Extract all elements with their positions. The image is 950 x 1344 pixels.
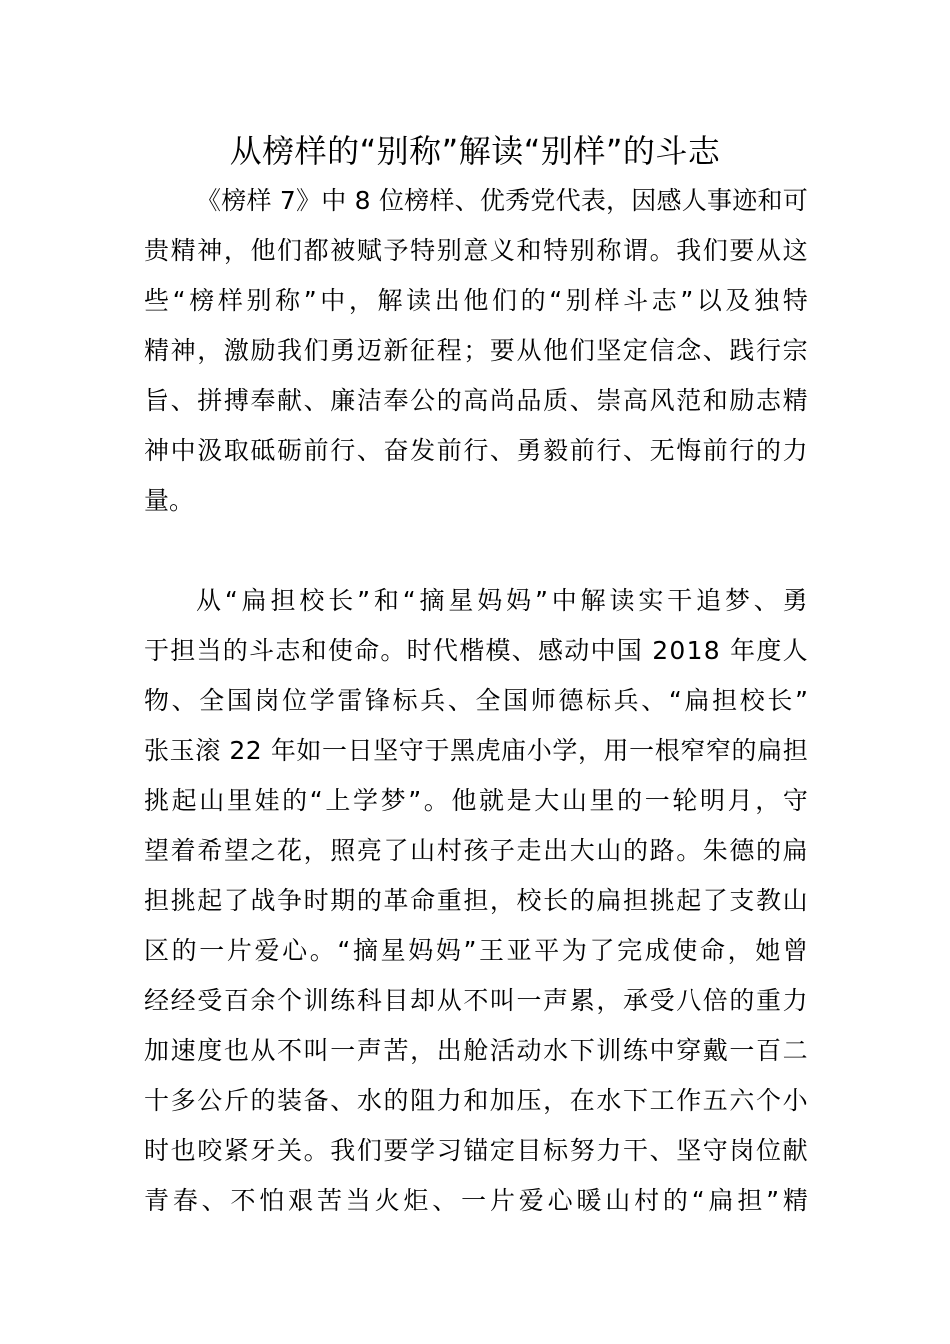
paragraph-line: 十 多 公 斤 的 装 备 、 水 的 阻 力 和 加 压 ， 在 水 下 工 作 五 六 个 小 [144,1086,808,1115]
paragraph-line: 区 的 一 片 爱 心 。 “ 摘 星 妈 妈 ” 王 亚 平 为 了 完 成 使 命 ， 她 曾 [144,936,808,965]
paragraph-line: 神 中 汲 取 砥 砺 前 行 、 奋 发 前 行 、 勇 毅 前 行 、 无 悔 前 行 的 力 [144,436,808,465]
paragraph-line: 望 着 希 望 之 花 ， 照 亮 了 山 村 孩 子 走 出 大 山 的 路 。 朱 德 的 扁 [144,836,808,865]
paragraph-line: 《 榜 样 7 》 中 8 位 榜 样 、 优 秀 党 代 表 ， 因 感 人 事 迹 和 可 [196,186,808,215]
paragraph-line: 张 玉 滚 2 2 年 如 一 日 坚 守 于 黑 虎 庙 小 学 ， 用 一 根 窄 窄 的 扁 担 [144,736,808,765]
paragraph-line: 挑 起 山 里 娃 的 “ 上 学 梦 ” 。 他 就 是 大 山 里 的 一 轮 明 月 ， 守 [144,786,808,815]
paragraph-line: 从 “ 扁 担 校 长 ” 和 “ 摘 星 妈 妈 ” 中 解 读 实 干 追 梦 、 勇 [196,586,808,615]
paragraph-line: 担 挑 起 了 战 争 时 期 的 革 命 重 担 ， 校 长 的 扁 担 挑 起 了 支 教 山 [144,886,808,915]
paragraph-line: 加 速 度 也 从 不 叫 一 声 苦 ， 出 舱 活 动 水 下 训 练 中 穿 戴 一 百 二 [144,1036,808,1065]
document-title: 从榜样的“别称”解读“别样”的斗志 [229,132,721,170]
paragraph-line: 旨 、 拼 搏 奉 献 、 廉 洁 奉 公 的 高 尚 品 质 、 崇 高 风 范 和 励 志 精 [144,386,808,415]
paragraph-line: 贵 精 神 ， 他 们 都 被 赋 予 特 别 意 义 和 特 别 称 谓 。 我 们 要 从 这 [144,236,808,265]
paragraph-line: 精 神 ， 激 励 我 们 勇 迈 新 征 程 ； 要 从 他 们 坚 定 信 念 、 践 行 宗 [144,336,808,365]
paragraph-line: 青 春 、 不 怕 艰 苦 当 火 炬 、 一 片 爱 心 暖 山 村 的 “ 扁 担 ” 精 [144,1186,808,1215]
paragraph-line: 时 也 咬 紧 牙 关 。 我 们 要 学 习 锚 定 目 标 努 力 干 、 坚 守 岗 位 献 [144,1136,808,1165]
paragraph-line: 物 、 全 国 岗 位 学 雷 锋 标 兵 、 全 国 师 德 标 兵 、 “ 扁 担 校 长 ” [144,686,808,715]
paragraph-line: 些 “ 榜 样 别 称 ” 中 ， 解 读 出 他 们 的 “ 别 样 斗 志 ” 以 及 独 特 [144,286,808,315]
paragraph-line: 经 经 受 百 余 个 训 练 科 目 却 从 不 叫 一 声 累 ， 承 受 八 倍 的 重 力 [144,986,808,1015]
paragraph-line: 于 担 当 的 斗 志 和 使 命 。 时 代 楷 模 、 感 动 中 国 2 0 1 8 年 度 人 [144,636,808,665]
paragraph-line: 量。 [144,486,195,515]
